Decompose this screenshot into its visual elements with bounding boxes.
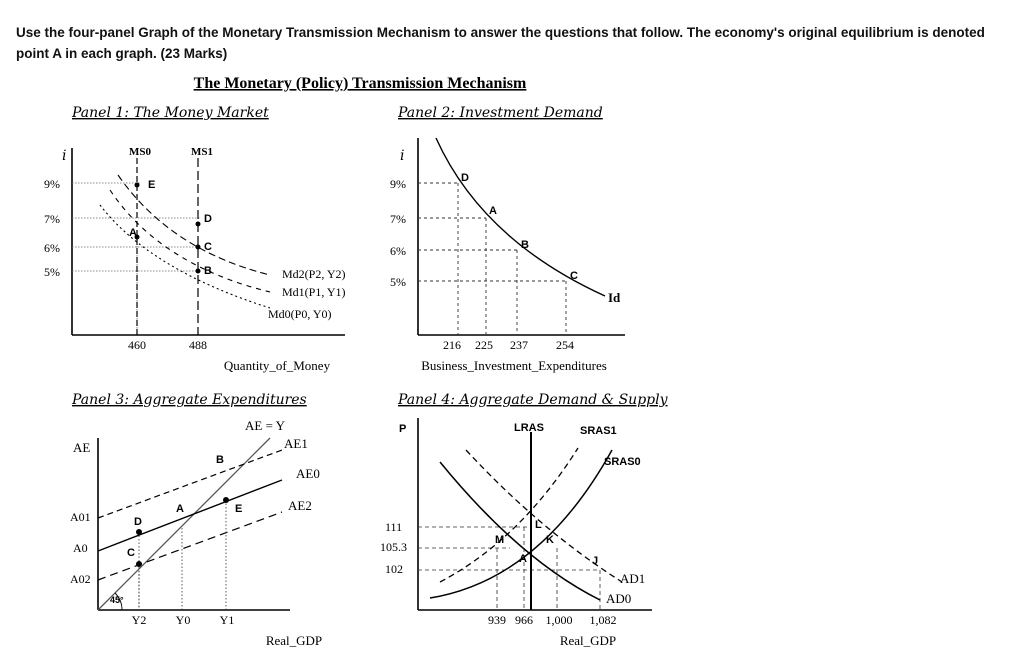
p1-point-b (196, 269, 201, 274)
ae0-label: AE0 (296, 466, 320, 481)
p3-x-axis-label: Real_GDP (265, 633, 323, 648)
p1-ytick-7: 7% (44, 212, 60, 226)
p1-label-a: A (129, 227, 137, 239)
p2-ytick-6: 6% (390, 244, 406, 258)
p1-point-e (135, 183, 140, 188)
panel-3-y-axis-label: AE (73, 440, 91, 455)
panel-4-title: Panel 4: Aggregate Demand & Supply (398, 392, 668, 408)
p2-ytick-5: 5% (390, 275, 406, 289)
p3-xtick-y0: Y0 (175, 613, 191, 627)
ms0-label: MS0 (129, 146, 151, 158)
p3-point-e (223, 497, 229, 503)
p3-point-c (136, 561, 142, 567)
ae1-label: AE1 (284, 436, 308, 451)
p4-ytick-102: 102 (385, 562, 403, 576)
md0-curve (100, 205, 270, 308)
p2-x-axis-label: Business_Investment_Expenditures (421, 358, 607, 373)
ad1-label: AD1 (620, 571, 646, 586)
p4-xtick-966: 966 (515, 613, 533, 627)
panel-2-title: Panel 2: Investment Demand (398, 105, 603, 121)
p4-label-j: J (592, 555, 599, 567)
panel-1-y-axis-label: i (62, 148, 67, 164)
panel-2-investment-demand (390, 105, 625, 373)
question-instructions: Use the four-panel Graph of the Monetary Transmission Mechanism to answer the questions that follow. The economy's original equilibrium is denoted point A in each graph. (23 Marks) (16, 25, 985, 61)
sras1-curve (440, 448, 578, 582)
sras1-label: SRAS1 (580, 425, 617, 437)
id-label: Id (608, 290, 621, 305)
panel-1-money-market (44, 105, 346, 373)
p1-xtick-460: 460 (128, 338, 146, 352)
md2-curve (118, 175, 270, 275)
p4-label-m: M (495, 534, 505, 546)
p2-label-a: A (489, 205, 497, 217)
p1-ytick-9: 9% (44, 177, 60, 191)
p3-label-e: E (235, 503, 243, 515)
sras0-curve (430, 450, 612, 598)
p3-label-a: A (176, 503, 184, 515)
ae2-label: AE2 (288, 498, 312, 513)
p1-label-d: D (204, 213, 212, 225)
p4-xtick-1082: 1,082 (589, 613, 617, 627)
p4-label-k: K (546, 534, 554, 546)
p4-label-a: A (519, 553, 527, 565)
p3-ytick-a0: A0 (73, 541, 88, 555)
p3-ytick-a02: A02 (70, 572, 91, 586)
p2-xtick-237: 237 (510, 338, 528, 352)
p3-label-b: B (216, 454, 224, 466)
p1-point-d (196, 222, 201, 227)
md2-label: Md2(P2, Y2) (282, 267, 346, 281)
angle-label: 45° (110, 595, 124, 605)
p4-xtick-1000: 1,000 (545, 613, 573, 627)
p2-label-b: B (521, 239, 529, 251)
panel-2-y-axis-label: i (400, 148, 405, 164)
sras0-label: SRAS0 (604, 456, 641, 468)
p2-ytick-9: 9% (390, 177, 406, 191)
p4-x-axis-label: Real_GDP (559, 633, 617, 648)
panel-3-aggregate-expenditures (70, 392, 322, 648)
p2-ytick-7: 7% (390, 212, 406, 226)
ad0-curve (440, 462, 600, 600)
p3-label-d: D (134, 516, 142, 528)
p1-ytick-6: 6% (44, 241, 60, 255)
p1-label-e: E (148, 179, 156, 191)
panel-4-y-axis-label: P (399, 423, 407, 435)
ae2-line (98, 512, 282, 580)
p1-label-b: B (204, 265, 212, 277)
p3-label-c: C (127, 547, 135, 559)
md0-label: Md0(P0, Y0) (268, 307, 332, 321)
p2-xtick-216: 216 (443, 338, 461, 352)
p2-xtick-225: 225 (475, 338, 493, 352)
p4-label-l: L (535, 519, 542, 531)
ae1-line (98, 450, 282, 518)
p4-ytick-111: 111 (385, 520, 403, 534)
p2-label-c: C (570, 270, 578, 282)
p3-xtick-y1: Y1 (219, 613, 235, 627)
panel-4-aggregate-demand-supply (380, 392, 669, 648)
p1-xtick-488: 488 (189, 338, 207, 352)
p3-xtick-y2: Y2 (131, 613, 147, 627)
panel-3-title: Panel 3: Aggregate Expenditures (72, 392, 307, 408)
p1-label-c: C (204, 241, 212, 253)
p1-ytick-5: 5% (44, 265, 60, 279)
p4-ytick-105-3: 105.3 (380, 540, 407, 554)
ms1-label: MS1 (191, 146, 213, 158)
p2-xtick-254: 254 (556, 338, 574, 352)
p2-label-d: D (461, 172, 469, 184)
ae-y-label: AE = Y (245, 418, 286, 433)
investment-demand-curve (436, 138, 605, 296)
ae0-line (98, 480, 282, 551)
lras-label: LRAS (514, 422, 544, 434)
p3-point-d (136, 529, 142, 535)
p3-ytick-a01: A01 (70, 510, 91, 524)
panel-1-title: Panel 1: The Money Market (72, 105, 269, 121)
figure-title: The Monetary (Policy) Transmission Mechanism (193, 75, 527, 92)
ad0-label: AD0 (606, 591, 632, 606)
md1-curve (110, 190, 270, 292)
md1-label: Md1(P1, Y1) (282, 285, 346, 299)
p1-point-c (196, 245, 201, 250)
p1-x-axis-label: Quantity_of_Money (223, 358, 331, 373)
p4-xtick-939: 939 (488, 613, 506, 627)
